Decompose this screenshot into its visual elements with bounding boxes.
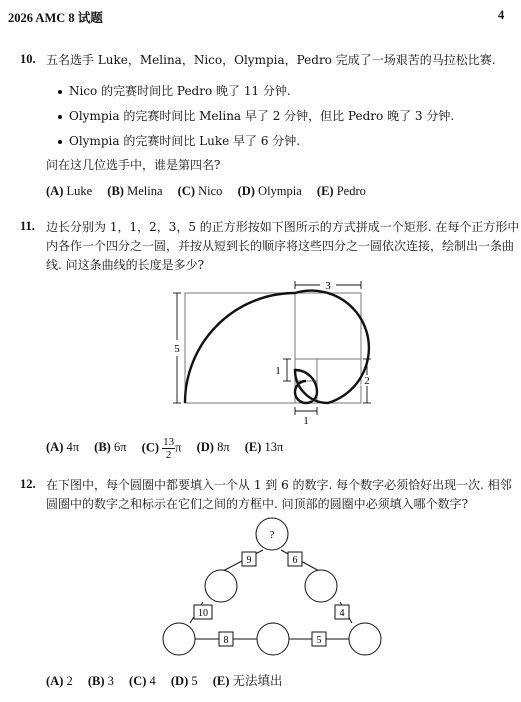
q10-bullet-2: Olympia 的完赛时间比 Melina 早了 2 分钟，但比 Pedro 晚了 3 分钟.: [69, 109, 455, 123]
circle-triangle-figure: [150, 512, 390, 664]
q12-choices: [46, 671, 295, 689]
q11-choice-c[interactable]: (C) $\frac{13}{2}$ π: [141, 436, 182, 461]
q12-number: 12.: [20, 477, 36, 491]
q10-number: 10.: [20, 52, 36, 66]
top-circle-question: ?: [269, 529, 275, 541]
q10-bullet-1: Nico 的完赛时间比 Pedro 晚了 11 分钟.: [69, 84, 291, 98]
q11-line-1: 边长分别为 1，1，2，3，5 的正方形按如下图所示的方式拼成一个矩形. 在每个正方形中: [46, 220, 520, 234]
q12-choice-a[interactable]: (A) 2: [46, 674, 73, 688]
page-header-title: 2026 AMC 8 试题: [8, 11, 103, 25]
bullet-dot: [58, 90, 62, 94]
q10-choice-e[interactable]: (E) Pedro: [316, 184, 366, 198]
bullet-dot: [58, 140, 62, 144]
q11-line-2: 内各作一个四分之一圆，并按从短到长的顺序将这些四分之一圆依次连接，绘制出一条曲: [46, 239, 515, 253]
q12-choice-e[interactable]: (E) 无法填出: [212, 674, 283, 688]
spiral-curve: [185, 291, 369, 403]
q10-choice-c[interactable]: (C) Nico: [177, 184, 223, 198]
circle-mid-right: [305, 570, 337, 602]
q10-choice-b[interactable]: (B) Melina: [107, 184, 163, 198]
q11-choice-e[interactable]: (E) 13π: [244, 440, 284, 455]
svg-text:8: 8: [223, 635, 229, 646]
q11-number: 11.: [20, 219, 35, 233]
svg-text:10: 10: [198, 608, 208, 619]
circle-bottom-left: [163, 623, 195, 655]
q10-choice-a[interactable]: (A) Luke: [46, 184, 93, 198]
svg-text:4: 4: [339, 608, 345, 619]
q11-choice-b[interactable]: (B) 6π: [94, 440, 127, 455]
svg-text:5: 5: [316, 635, 322, 646]
q11-choices: [46, 436, 295, 461]
fibonacci-spiral-figure: [160, 276, 390, 426]
label-one-bottom: 1: [303, 415, 309, 426]
label-two-right: 2: [364, 375, 370, 387]
svg-text:6: 6: [292, 555, 298, 566]
q12-choice-d[interactable]: (D) 5: [170, 674, 198, 688]
label-left: 5: [174, 343, 180, 355]
q12-line-1: 在下图中，每个圆圈中都要填入一个从 1 到 6 的数字. 每个数字必须恰好出现一次. 相邻: [46, 478, 512, 492]
q12-choice-b[interactable]: (B) 3: [87, 674, 114, 688]
q11-line-3: 线. 问这条曲线的长度是多少?: [46, 258, 205, 272]
q10-bullet-3: Olympia 的完赛时间比 Luke 早了 6 分钟.: [69, 134, 301, 148]
page-number: 4: [498, 8, 505, 22]
q12-line-2: 圆圈中的数字之和标示在它们之间的方框中. 问顶部的圆圈中必须填入哪个数字?: [46, 497, 469, 511]
q12-choice-c[interactable]: (C) 4: [129, 674, 156, 688]
q10-choice-d[interactable]: (D) Olympia: [237, 184, 302, 198]
svg-text:9: 9: [246, 555, 252, 566]
label-one-left: 1: [275, 365, 281, 377]
q11-choice-d[interactable]: (D) 8π: [196, 440, 230, 455]
circle-bottom-middle: [257, 623, 289, 655]
q10-intro: 五名选手 Luke，Melina，Nico，Olympia，Pedro 完成了一场艰苦的马拉松比赛.: [46, 53, 496, 67]
outer-rectangle: [185, 293, 361, 403]
circle-bottom-right: [349, 623, 381, 655]
q11-choice-a[interactable]: (A) 4π: [46, 440, 80, 455]
circle-mid-left: [205, 570, 237, 602]
bullet-dot: [58, 115, 62, 119]
q10-choices: [46, 184, 378, 199]
label-top: 3: [325, 280, 331, 292]
q10-question: 问在这几位选手中，谁是第四名?: [46, 158, 221, 172]
